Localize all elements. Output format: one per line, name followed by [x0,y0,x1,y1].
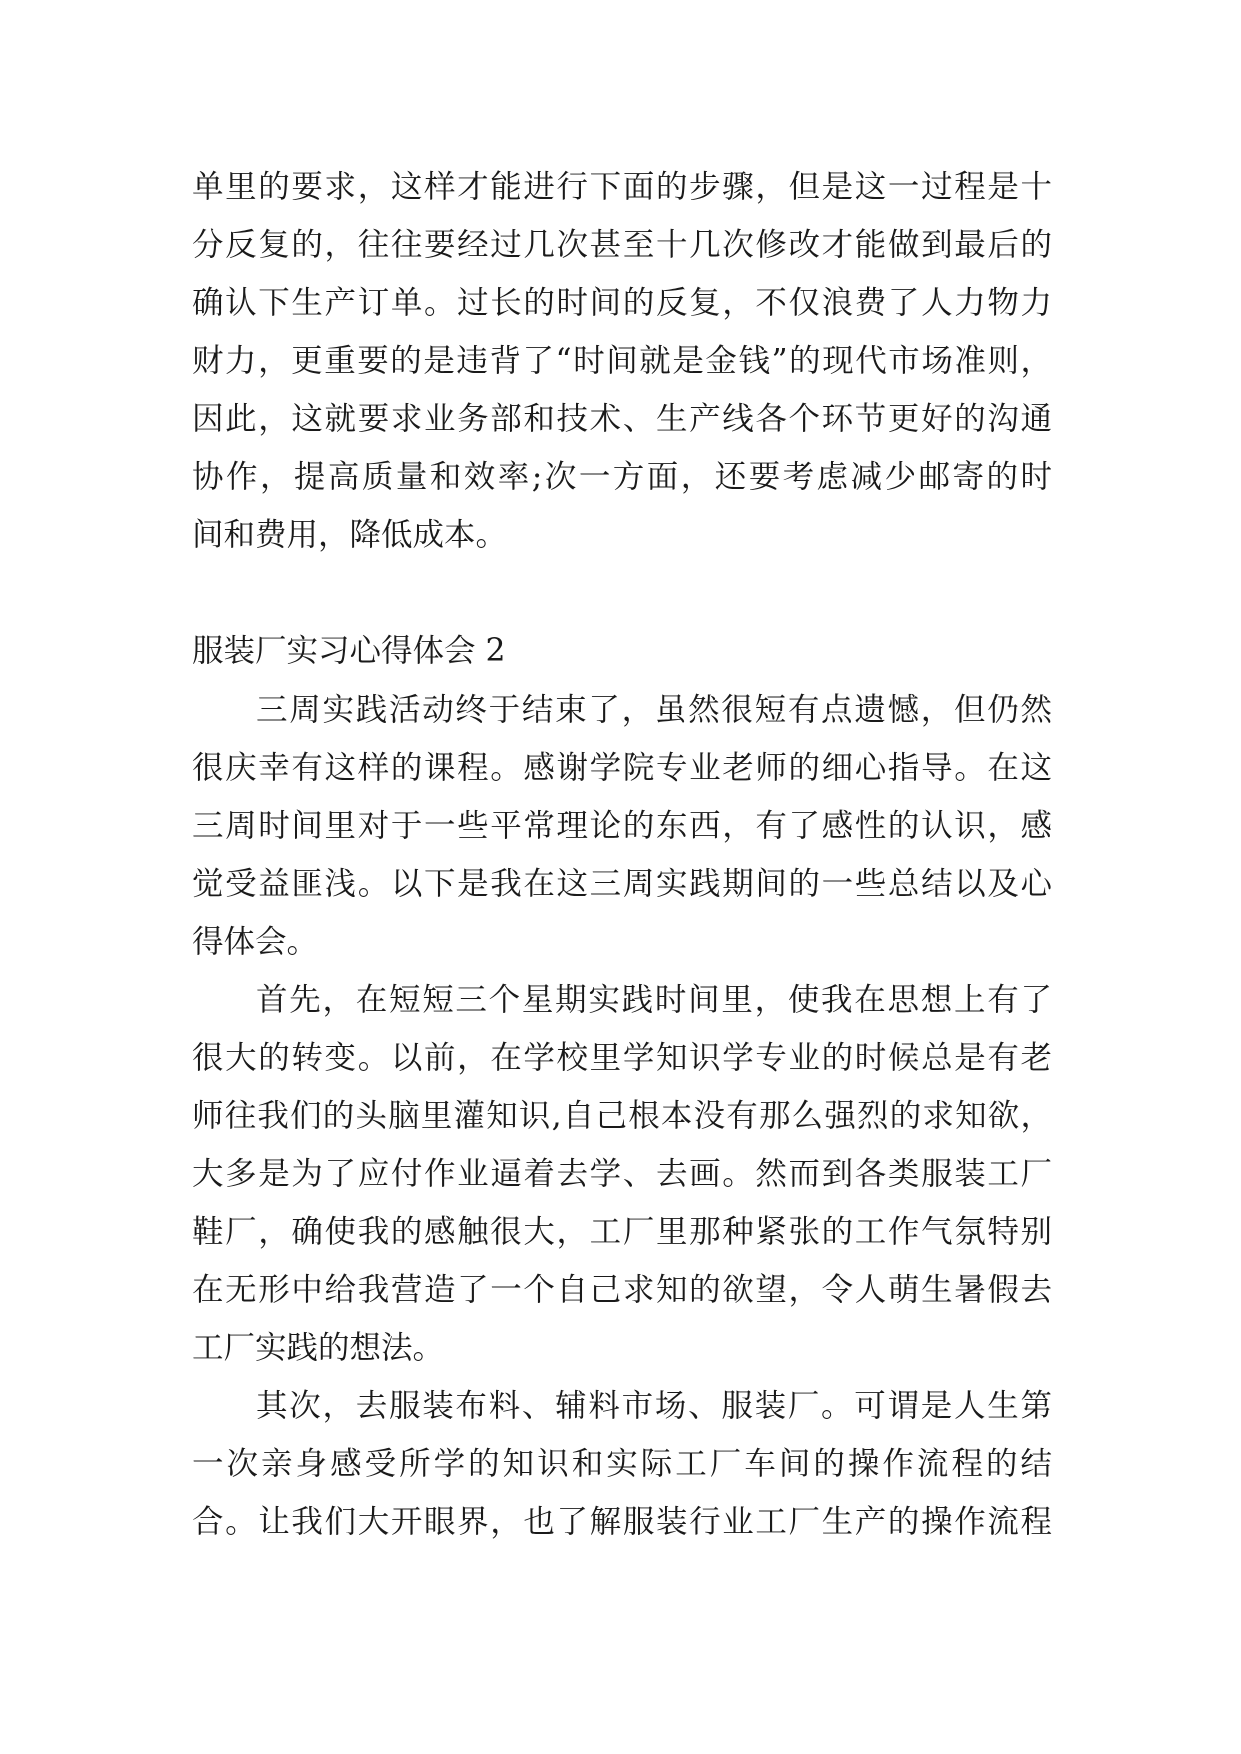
text-line: 觉受益匪浅。以下是我在这三周实践期间的一些总结以及心 [192,866,1052,902]
text-line: 单里的要求，这样才能进行下面的步骤，但是这一过程是十 [192,169,1052,205]
text-line: 工厂实践的想法。 [192,1330,445,1366]
article-body [192,681,1052,1551]
text-line: 师往我们的头脑里灌知识,自己根本没有那么强烈的求知欲， [192,1098,1052,1134]
paragraph-3 [192,1377,1052,1551]
continuation-paragraph [192,158,1052,564]
text-line: 三周时间里对于一些平常理论的东西，有了感性的认识，感 [192,808,1052,844]
section-heading: 服装厂实习心得体会 2 [192,633,506,669]
text-line: 很大的转变。以前，在学校里学知识学专业的时候总是有老 [192,1040,1052,1076]
text-line: 间和费用，降低成本。 [192,517,508,553]
text-line: 鞋厂，确使我的感触很大，工厂里那种紧张的工作气氛特别 [192,1214,1052,1250]
text-line: 因此，这就要求业务部和技术、生产线各个环节更好的沟通 [192,401,1052,437]
text-line: 一次亲身感受所学的知识和实际工厂车间的操作流程的结 [192,1446,1052,1482]
text-line: 财力，更重要的是违背了“时间就是金钱”的现代市场准则， [192,343,1052,379]
text-line: 确认下生产订单。过长的时间的反复，不仅浪费了人力物力 [192,285,1052,321]
text-line: 协作，提高质量和效率;次一方面，还要考虑减少邮寄的时 [192,459,1052,495]
text-line: 分反复的，往往要经过几次甚至十几次修改才能做到最后的 [192,227,1052,263]
text-line: 得体会。 [192,924,319,960]
text-line: 大多是为了应付作业逼着去学、去画。然而到各类服装工厂 [192,1156,1052,1192]
text-line: 合。让我们大开眼界，也了解服装行业工厂生产的操作流程 [192,1504,1052,1540]
text-line: 首先，在短短三个星期实践时间里，使我在思想上有了 [256,982,1052,1018]
text-line: 很庆幸有这样的课程。感谢学院专业老师的细心指导。在这 [192,750,1052,786]
text-line: 三周实践活动终于结束了，虽然很短有点遗憾，但仍然 [256,692,1052,728]
paragraph-2 [192,971,1052,1377]
paragraph-1 [192,681,1052,971]
text-line: 在无形中给我营造了一个自己求知的欲望，令人萌生暑假去 [192,1272,1052,1308]
text-line: 其次，去服装布料、辅料市场、服装厂。可谓是人生第 [256,1388,1052,1424]
